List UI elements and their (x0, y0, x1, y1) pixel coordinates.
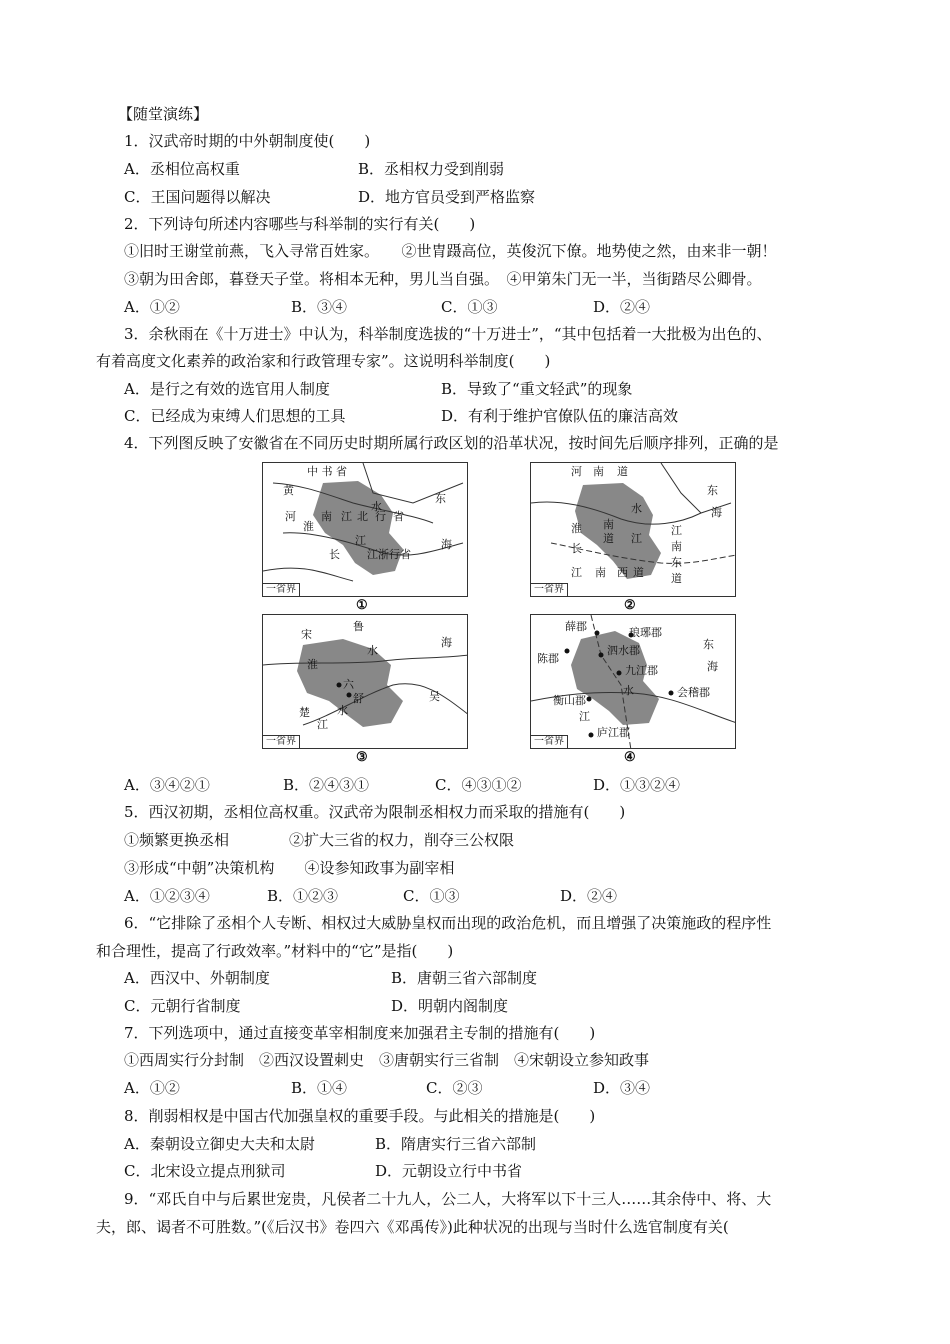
map-2-label-2: 道 (617, 465, 628, 478)
map-2-label-16: 南 (671, 540, 682, 553)
q1-option-c: C．王国问题得以解决 (124, 188, 271, 206)
map-1-label-13: 东 (435, 492, 446, 505)
map-4-label-7: 庐江郡 (597, 726, 630, 739)
map-4-label-5: 衡山郡 (553, 694, 586, 707)
map-4-label-0: 薛郡 (565, 620, 587, 633)
map-2-label-8: 长 (571, 542, 582, 555)
map-3-label-3: 水 (367, 644, 378, 657)
q2-option-c: C．①③ (441, 298, 498, 316)
q9-stem-line-1: 9．“邓氏自中与后累世宠贵，凡侯者二十九人，公二人，大将军以下十三人……其余侍中、将、大 (124, 1190, 772, 1208)
q8-option-c: C．北宋设立提点刑狱司 (124, 1162, 286, 1180)
map-3-label-8: 水 (337, 704, 348, 717)
q4-option-a: A．③④②① (124, 776, 210, 794)
map-1-label-10: 行 (375, 510, 386, 523)
q3-stem-line-2: 有着高度文化素养的政治家和行政管理专家”。这说明科举制度( ) (96, 352, 551, 370)
q8-option-a: A．秦朝设立御史大夫和太尉 (124, 1135, 315, 1153)
map-3-label-4: 六 (343, 678, 354, 691)
map-2-label-1: 南 (593, 465, 604, 478)
map-1-label-8: 江 (355, 534, 366, 547)
q4-map-figure (262, 462, 722, 766)
map-2-label-11: 西 (617, 566, 628, 579)
q5-stem: 5．西汉初期，丞相位高权重。汉武帝为限制丞相权力而采取的措施有( ) (124, 803, 626, 821)
map-3-label-5: 舒 (353, 692, 364, 705)
q5-item-line-1: ①频繁更换丞相 ②扩大三省的权力，削夺三公权限 (124, 831, 515, 849)
q3-stem-line-1: 3．余秋雨在《十万进士》中认为，科举制度选拔的“十万进士”，“其中包括着一大批极为出色的、 (124, 325, 772, 343)
map-2-number: ② (624, 598, 636, 613)
q5-option-b: B．①②③ (267, 887, 339, 905)
q8-option-d: D．元朝设立行中书省 (375, 1162, 523, 1180)
map-4-label-9: 海 (707, 660, 718, 673)
q2-poem-line-1: ①旧时王谢堂前燕，飞入寻常百姓家。 ②世胄蹑高位，英俊沉下僚。地势使之然，由来非一朝！ (124, 242, 777, 260)
map-2 (530, 462, 736, 597)
q6-option-c: C．元朝行省制度 (124, 997, 241, 1015)
q6-option-d: D．明朝内阁制度 (391, 997, 509, 1015)
map-2-legend: 一省界 (531, 583, 568, 596)
map-3-label-9: 吴 (429, 690, 440, 703)
q5-option-d: D．②④ (560, 887, 618, 905)
map-1-label-1: 黄 (283, 484, 294, 497)
q6-option-a: A．西汉中、外朝制度 (124, 969, 270, 987)
map-4-label-6: 会稽郡 (677, 686, 710, 699)
q2-option-d: D．②④ (593, 298, 651, 316)
map-4-label-2: 陈郡 (537, 652, 559, 665)
q6-option-b: B．唐朝三省六部制度 (391, 969, 538, 987)
map-3-label-0: 宋 (301, 628, 312, 641)
map-1-label-5: 淮 (303, 520, 314, 533)
map-3-legend: 一省界 (263, 735, 300, 748)
map-1-label-7: 长 (329, 548, 340, 561)
map-2-label-17: 东 (671, 556, 682, 569)
q4-option-c: C．④③①② (435, 776, 522, 794)
map-1-label-9: 水 (371, 500, 382, 513)
q6-stem-line-2: 和合理性，提高了行政效率。”材料中的“它”是指( ) (96, 942, 454, 960)
q4-option-d: D．①③②④ (593, 776, 681, 794)
map-2-label-0: 河 (571, 465, 582, 478)
q4-option-b: B．②④③① (283, 776, 370, 794)
map-3-label-6: 楚 (299, 706, 310, 719)
q5-item-line-2: ③形成“中朝”决策机构 ④设参知政事为副宰相 (124, 859, 455, 877)
map-1-label-11: 省 (393, 510, 404, 523)
map-2-label-10: 南 (595, 566, 606, 579)
q1-stem: 1．汉武帝时期的中外朝制度使( ) (124, 132, 371, 150)
map-2-label-12: 道 (633, 566, 644, 579)
q3-option-b: B．导致了“重文轻武”的现象 (441, 380, 633, 398)
q2-option-a: A．①② (124, 298, 180, 316)
map-3-label-1: 鲁 (353, 620, 364, 633)
q8-stem: 8．削弱相权是中国古代加强皇权的重要手段。与此相关的措施是( ) (124, 1107, 596, 1125)
q5-option-c: C．①③ (403, 887, 460, 905)
map-1-label-3: 南 (321, 510, 332, 523)
q7-stem: 7．下列选项中，通过直接变革宰相制度来加强君主专制的措施有( ) (124, 1024, 596, 1042)
map-1-legend: 一省界 (263, 583, 300, 596)
q7-item-line: ①西周实行分封制 ②西汉设置刺史 ③唐朝实行三省制 ④宋朝设立参知政事 (124, 1051, 650, 1069)
map-1-label-12: 江浙行省 (367, 548, 411, 561)
map-2-label-15: 江 (671, 524, 682, 537)
map-1-label-4: 北 (357, 510, 368, 523)
map-4 (530, 614, 736, 749)
map-4-label-11: 江 (579, 710, 590, 723)
map-3-label-10: 海 (441, 636, 452, 649)
map-2-label-18: 道 (671, 572, 682, 585)
map-1-label-6: 江 (341, 510, 352, 523)
q7-option-b: B．①④ (291, 1079, 348, 1097)
map-1-label-14: 海 (441, 538, 452, 551)
map-1-number: ① (356, 598, 368, 613)
map-3-label-7: 江 (317, 718, 328, 731)
map-2-label-9: 江 (571, 566, 582, 579)
q9-stem-line-2: 夫，郎、谒者不可胜数。”(《后汉书》卷四六《邓禹传》)此种状况的出现与当时什么选官制度有关( (96, 1218, 729, 1236)
q1-option-a: A．丞相位高权重 (124, 160, 240, 178)
q8-option-b: B．隋唐实行三省六部制 (375, 1135, 537, 1153)
map-4-label-3: 泗水郡 (607, 644, 640, 657)
map-1 (262, 462, 468, 597)
q3-option-c: C．已经成为束缚人们思想的工具 (124, 407, 346, 425)
map-3-number: ③ (356, 750, 368, 765)
q2-poem-line-2: ③朝为田舍郎，暮登天子堂。将相本无种，男儿当自强。 ④甲第朱门无一半，当街踏尽公卿骨。 (124, 270, 762, 288)
q5-option-a: A．①②③④ (124, 887, 210, 905)
map-4-label-4: 九江郡 (625, 664, 658, 677)
map-3-label-2: 淮 (307, 658, 318, 671)
map-4-label-1: 琅琊郡 (629, 626, 662, 639)
q4-stem: 4．下列图反映了安徽省在不同历史时期所属行政区划的沿革状况，按时间先后顺序排列，正确的是 (124, 434, 779, 452)
q7-option-a: A．①② (124, 1079, 180, 1097)
q7-option-c: C．②③ (426, 1079, 483, 1097)
map-2-label-5: 道 (603, 532, 614, 545)
q3-option-a: A．是行之有效的选官用人制度 (124, 380, 330, 398)
q3-option-d: D．有利于维护官僚队伍的廉洁高效 (441, 407, 679, 425)
q1-option-d: D．地方官员受到严格监察 (358, 188, 536, 206)
map-4-label-8: 东 (703, 638, 714, 651)
q2-option-b: B．③④ (291, 298, 348, 316)
map-4-number: ④ (624, 750, 636, 765)
map-4-legend: 一省界 (531, 735, 568, 748)
map-1-label-2: 河 (285, 510, 296, 523)
q7-option-d: D．③④ (593, 1079, 651, 1097)
map-2-label-7: 江 (631, 532, 642, 545)
map-2-label-6: 水 (631, 502, 642, 515)
map-2-label-3: 淮 (571, 522, 582, 535)
q1-option-b: B．丞相权力受到削弱 (358, 160, 505, 178)
section-title: 【随堂演练】 (118, 105, 209, 123)
map-4-label-10: 水 (623, 684, 634, 697)
map-1-label-0: 中 书 省 (307, 465, 347, 478)
q6-stem-line-1: 6．“它排除了丞相个人专断、相权过大威胁皇权而出现的政治危机，而且增强了决策施政的程序性 (124, 914, 772, 932)
map-3 (262, 614, 468, 749)
map-2-label-13: 东 (707, 484, 718, 497)
map-2-label-4: 南 (603, 518, 614, 531)
map-2-label-14: 海 (711, 506, 722, 519)
q2-stem: 2．下列诗句所述内容哪些与科举制的实行有关( ) (124, 215, 476, 233)
